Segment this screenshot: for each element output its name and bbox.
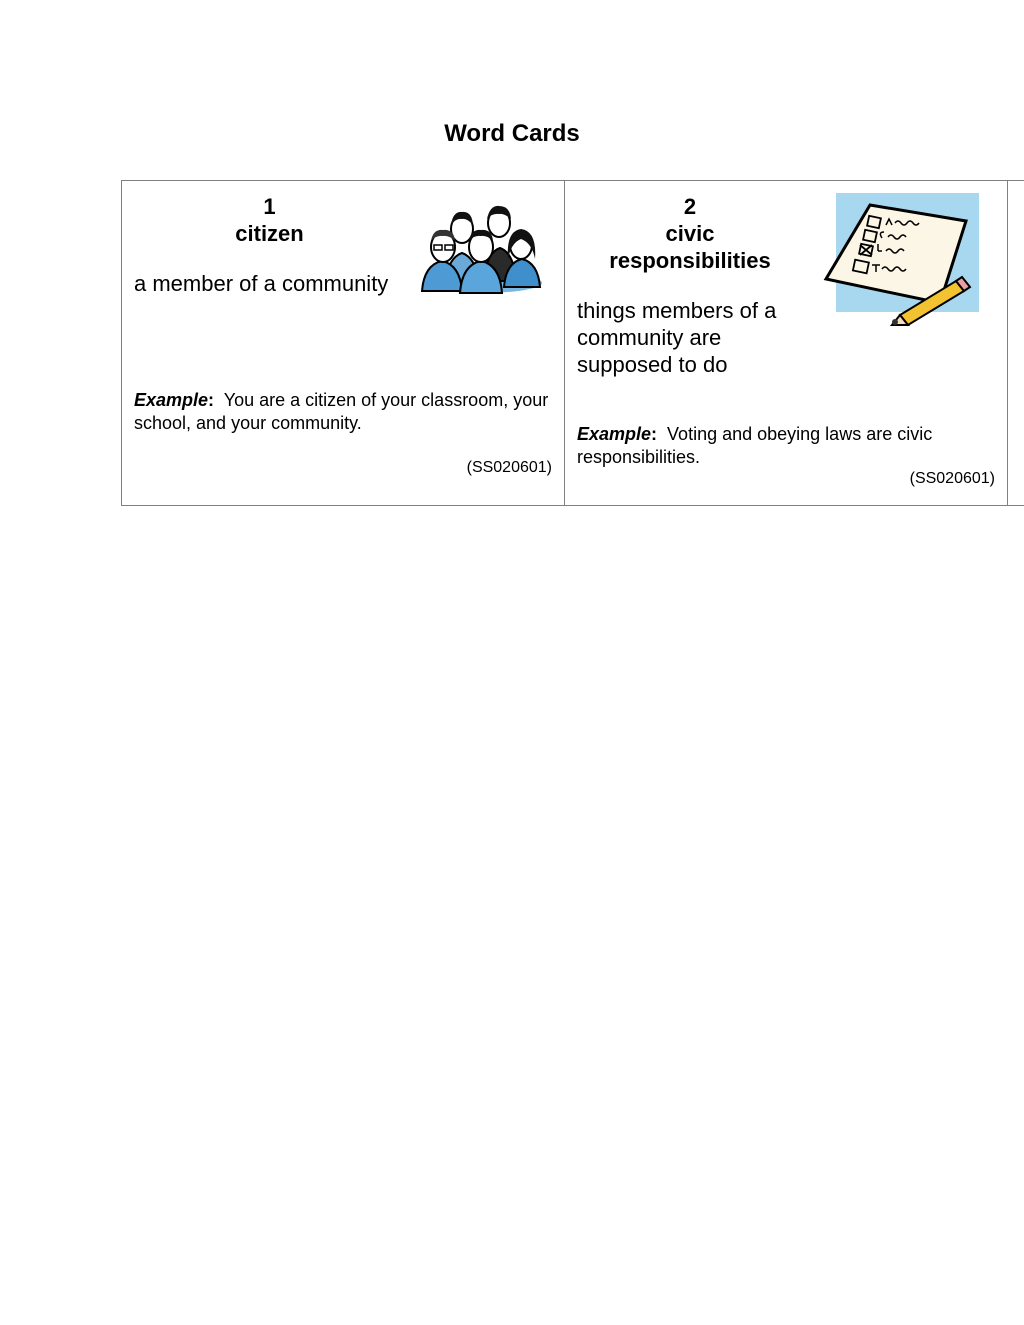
card-number: 2 [683, 194, 697, 219]
card-definition: a member of a community [134, 271, 389, 296]
example-label: Example [577, 424, 652, 444]
example-label: Example [134, 390, 209, 410]
page-title: Word Cards [444, 120, 580, 147]
card-heading [162, 193, 377, 247]
card-number: 1 [263, 194, 276, 219]
card-term: civic responsibilities [609, 221, 771, 273]
example-text: You are a citizen of your classroom, your school, and your community. [134, 390, 554, 433]
card-term: citizen [235, 221, 304, 246]
card-heading [585, 193, 795, 274]
word-card-partial [1008, 181, 1024, 505]
word-card-civic-responsibilities [565, 181, 1008, 505]
word-card-table [121, 180, 1024, 506]
group-of-people-icon [420, 203, 544, 295]
card-code: (SS020601) [909, 470, 995, 487]
card-example [577, 423, 997, 469]
ballot-checklist-icon [820, 191, 980, 327]
card-definition: things members of a community are supposed to do [577, 298, 777, 377]
example-colon: : [208, 390, 215, 410]
word-card-citizen [122, 181, 565, 505]
card-code: (SS020601) [466, 459, 552, 476]
example-text: Voting and obeying laws are civic responsibilities. [577, 424, 938, 467]
example-colon: : [651, 424, 658, 444]
card-example [134, 389, 554, 435]
